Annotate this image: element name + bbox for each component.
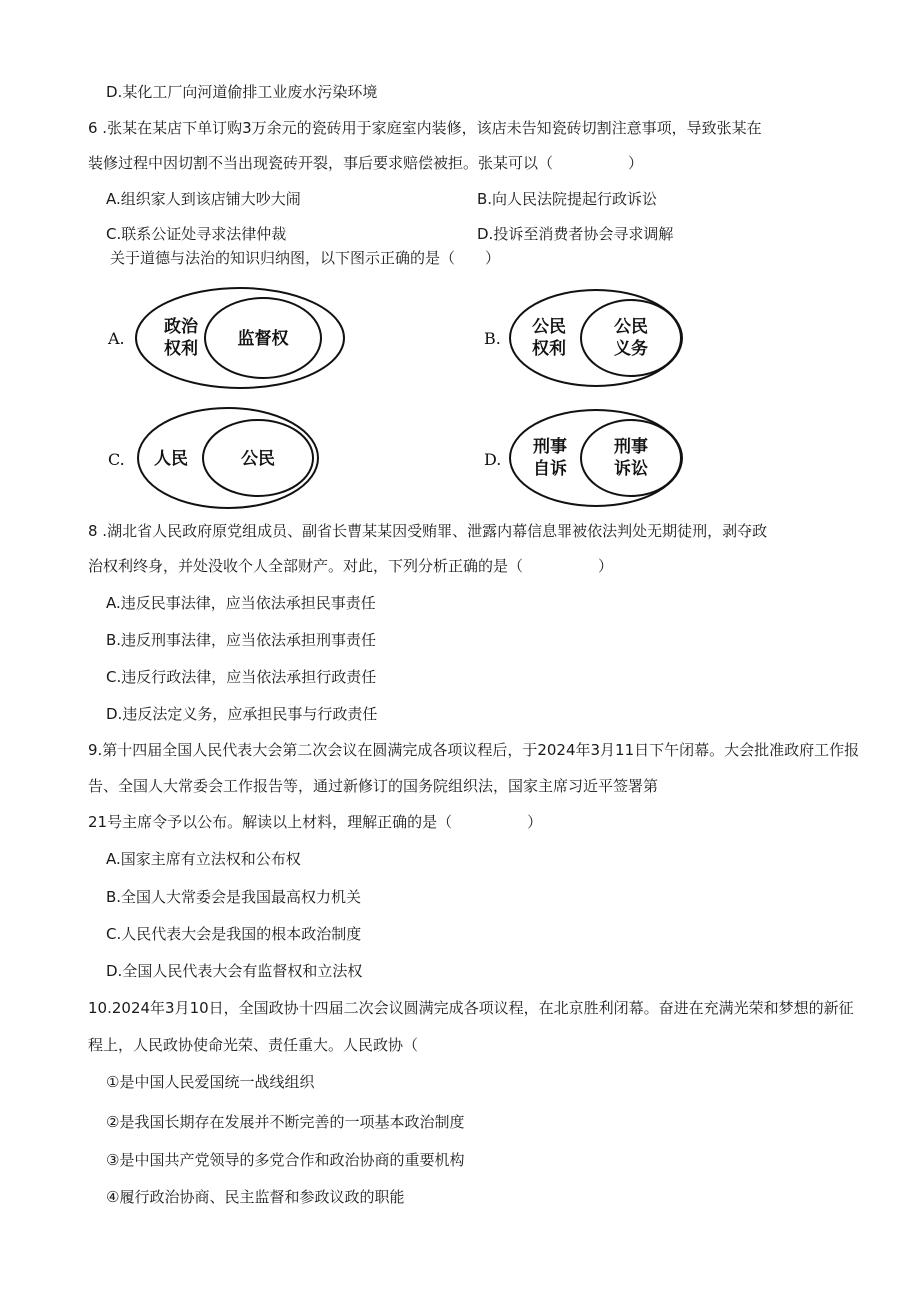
diagram-b-inner-ellipse: [581, 300, 681, 376]
diagram-d: [484, 410, 682, 506]
diagram-a-label: A.: [108, 329, 125, 348]
q9-stem-line3: 21号主席令予以公布。解读以上材料，理解正确的是（ ）: [88, 813, 543, 831]
diagram-c-label: C.: [108, 450, 125, 469]
diagram-b-label: B.: [484, 329, 501, 348]
q10-stem-line2: 程上，人民政协使命光荣、责任重大。人民政协（: [88, 1036, 419, 1054]
diagram-c-outer-text: 人民: [154, 449, 188, 469]
q8-option-d: D.违反法定义务，应承担民事与行政责任: [106, 705, 378, 723]
diagram-d-inner-text-1: 刑事: [614, 437, 648, 457]
q8-option-a: A.违反民事法律，应当依法承担民事责任: [106, 594, 376, 612]
diagram-a-outer-text-1: 政治: [164, 317, 198, 337]
q10-item-2: ②是我国长期存在发展并不断完善的一项基本政治制度: [106, 1113, 465, 1131]
q6-option-b: B.向人民法院提起行政诉讼: [477, 190, 658, 208]
q9-stem-line1: 9.第十四届全国人民代表大会第二次会议在圆满完成各项议程后，于2024年3月11日下午闭幕。大会批准政府工作报: [88, 741, 860, 759]
q10-item-1: ①是中国人民爱国统一战线组织: [106, 1073, 315, 1091]
q8-option-c: C.违反行政法律，应当依法承担行政责任: [106, 668, 377, 686]
q9-stem-line2: 告、全国人大常委会工作报告等，通过新修订的国务院组织法，国家主席习近平签署第: [88, 777, 659, 795]
q10-stem-line1: 10.2024年3月10日，全国政协十四届二次会议圆满完成各项议程，在北京胜利闭幕。奋进在充满光荣和梦想的新征: [88, 999, 854, 1017]
diagram-d-outer-text-2: 自诉: [533, 459, 567, 479]
q10-item-3: ③是中国共产党领导的多党合作和政治协商的重要机构: [106, 1151, 465, 1169]
q9-option-b: B.全国人大常委会是我国最高权力机关: [106, 888, 362, 906]
diagram-b: [484, 290, 682, 386]
q6-stem-line2: 装修过程中因切割不当出现瓷砖开裂，事后要求赔偿被拒。张某可以（ ）: [88, 154, 644, 172]
diagram-d-inner-ellipse: [581, 420, 681, 496]
q10-item-4: ④履行政治协商、民主监督和参政议政的职能: [106, 1188, 405, 1206]
q8-option-b: B.违反刑事法律，应当依法承担刑事责任: [106, 631, 377, 649]
diagram-d-label: D.: [484, 450, 502, 469]
q9-option-d: D.全国人民代表大会有监督权和立法权: [106, 962, 363, 980]
q5-option-d: D.某化工厂向河道偷排工业废水污染环境: [106, 83, 378, 101]
diagram-a: [107, 288, 344, 388]
diagram-b-inner-text-2: 义务: [614, 339, 648, 359]
diagram-d-inner-text-2: 诉讼: [614, 459, 648, 479]
q9-option-c: C.人民代表大会是我国的根本政治制度: [106, 925, 362, 943]
q7-stem: 关于道德与法治的知识归纳图，以下图示正确的是（ ）: [110, 249, 501, 267]
diagram-c: [108, 408, 318, 508]
q6-option-d: D.投诉至消费者协会寻求调解: [477, 225, 674, 243]
q6-option-c: C.联系公证处寻求法律仲裁: [106, 225, 287, 243]
diagram-a-outer-text-2: 权利: [164, 339, 198, 359]
diagram-c-inner-text: 公民: [241, 449, 275, 469]
q9-option-a: A.国家主席有立法权和公布权: [106, 850, 301, 868]
q6-option-a: A.组织家人到该店铺大吵大闹: [106, 190, 301, 208]
diagram-a-inner-text: 监督权: [237, 329, 289, 349]
q6-stem-line1: 6 .张某在某店下单订购3万余元的瓷砖用于家庭室内装修，该店未告知瓷砖切割注意事项，导致张某在: [88, 119, 762, 137]
q7-venn-diagrams: [100, 280, 720, 515]
q8-stem-line2: 治权利终身，并处没收个人全部财产。对此，下列分析正确的是（ ）: [88, 557, 614, 575]
q8-stem-line1: 8 .湖北省人民政府原党组成员、副省长曹某某因受贿罪、泄露内幕信息罪被依法判处无期徒刑，剥夺政: [88, 522, 768, 540]
diagram-d-outer-text-1: 刑事: [533, 437, 567, 457]
diagram-b-outer-text-2: 权利: [532, 339, 566, 359]
diagram-b-inner-text-1: 公民: [614, 317, 648, 337]
diagram-b-outer-text-1: 公民: [532, 317, 566, 337]
